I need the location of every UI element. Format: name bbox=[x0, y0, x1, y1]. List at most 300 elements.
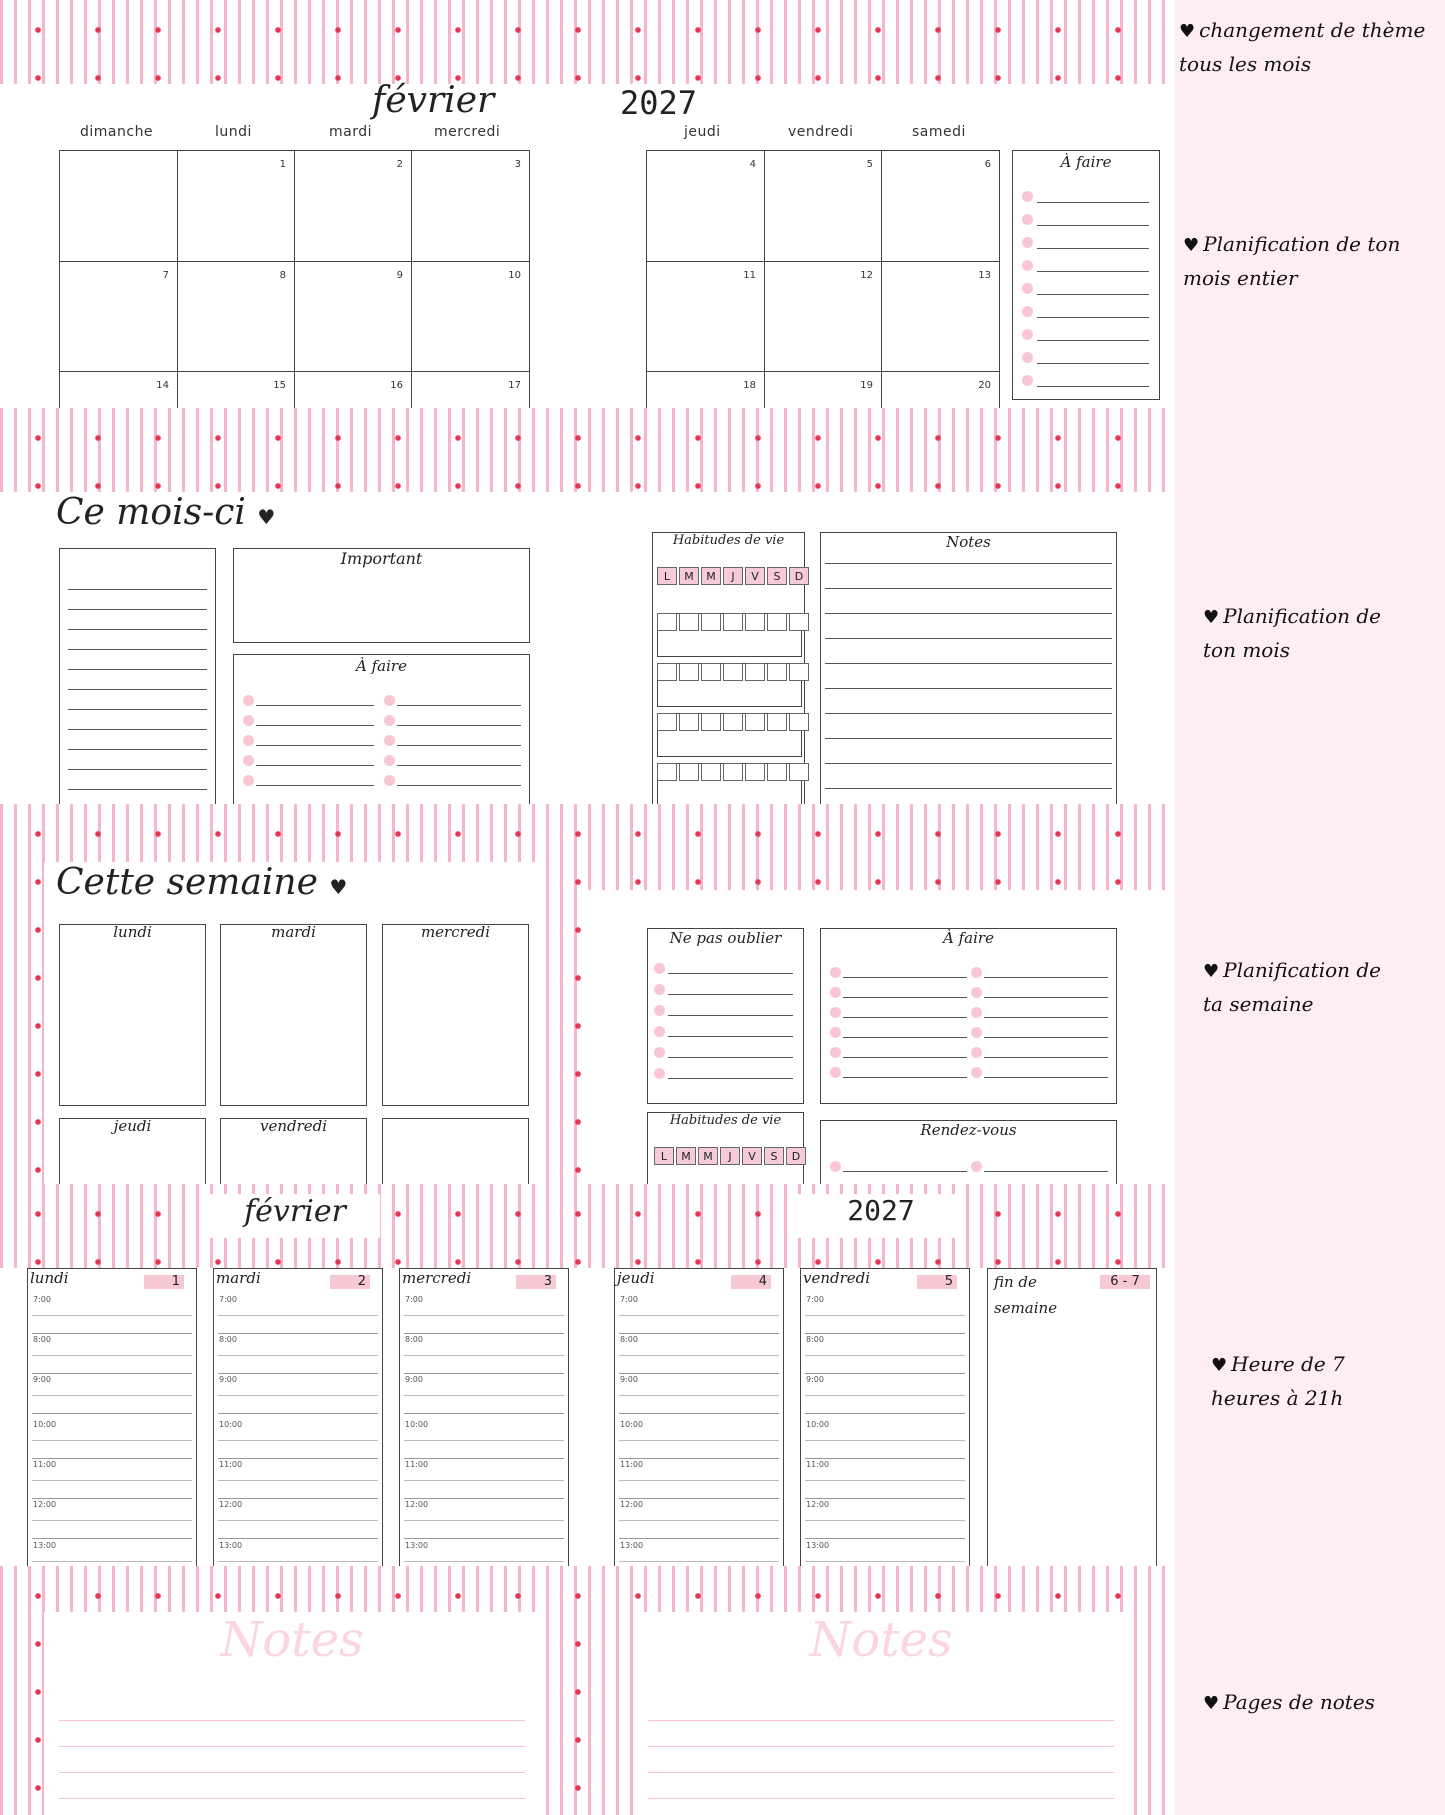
writing-line bbox=[68, 669, 207, 670]
hour-line[interactable] bbox=[805, 1480, 965, 1481]
hour-line[interactable] bbox=[218, 1315, 378, 1316]
hour-line[interactable] bbox=[805, 1520, 965, 1521]
hour-line[interactable] bbox=[404, 1498, 564, 1499]
hour-line[interactable] bbox=[805, 1498, 965, 1499]
hour-line[interactable] bbox=[805, 1413, 965, 1414]
calendar-cell[interactable]: 3 bbox=[411, 151, 530, 262]
hour-label: 7:00 bbox=[620, 1295, 638, 1304]
hour-line[interactable] bbox=[32, 1413, 192, 1414]
hour-line[interactable] bbox=[218, 1373, 378, 1374]
habits-box bbox=[652, 532, 805, 804]
writing-line bbox=[68, 769, 207, 770]
todo-line[interactable] bbox=[1037, 248, 1149, 249]
todo-line[interactable] bbox=[397, 745, 521, 746]
bullet-dot bbox=[1022, 306, 1033, 317]
writing-line bbox=[68, 649, 207, 650]
notes-page-title: Notes bbox=[220, 1612, 364, 1668]
todo-line[interactable] bbox=[843, 1037, 967, 1038]
hour-line[interactable] bbox=[619, 1538, 779, 1539]
bullet-dot bbox=[971, 1067, 982, 1078]
calendar-cell[interactable]: 1 bbox=[177, 151, 295, 262]
writing-line bbox=[68, 789, 207, 790]
writing-line bbox=[68, 589, 207, 590]
bullet-dot bbox=[243, 775, 254, 786]
sidebar bbox=[1175, 0, 1445, 1815]
hour-line[interactable] bbox=[404, 1373, 564, 1374]
hour-label: 13:00 bbox=[620, 1541, 644, 1550]
calendar-grid-left bbox=[59, 150, 530, 409]
bullet-dot bbox=[830, 1067, 841, 1078]
habits-title: Habitudes de vie bbox=[672, 533, 785, 548]
bullet-dot bbox=[971, 1161, 982, 1172]
hour-label: 10:00 bbox=[219, 1420, 243, 1429]
hour-line[interactable] bbox=[619, 1413, 779, 1414]
hour-line[interactable] bbox=[32, 1440, 192, 1441]
todo-line[interactable] bbox=[668, 973, 793, 974]
writing-line bbox=[825, 763, 1112, 764]
hour-line[interactable] bbox=[619, 1498, 779, 1499]
calendar-cell[interactable]: 14 bbox=[60, 371, 178, 411]
writing-line[interactable] bbox=[648, 1746, 1114, 1747]
hour-label: 10:00 bbox=[620, 1420, 644, 1429]
day-number: 5 bbox=[917, 1275, 957, 1289]
calendar-cell[interactable]: 10 bbox=[411, 261, 530, 372]
heart-icon: ♥ bbox=[1203, 961, 1220, 982]
bullet-dot bbox=[243, 695, 254, 706]
weekday-header: lundi bbox=[215, 124, 252, 140]
day-box-tuesday[interactable]: mardi bbox=[220, 924, 367, 1106]
todo-line[interactable] bbox=[1037, 386, 1149, 387]
todo-line[interactable] bbox=[984, 1077, 1108, 1078]
bullet-dot bbox=[1022, 329, 1033, 340]
todo-line[interactable] bbox=[668, 994, 793, 995]
todo-box bbox=[1012, 150, 1160, 400]
calendar-cell[interactable]: 8 bbox=[177, 261, 295, 372]
habits-title: Habitudes de vie bbox=[669, 1113, 782, 1128]
bullet-dot bbox=[830, 1007, 841, 1018]
todo-line[interactable] bbox=[256, 745, 374, 746]
hour-line[interactable] bbox=[218, 1561, 378, 1562]
hour-label: 7:00 bbox=[219, 1295, 237, 1304]
month-title: février bbox=[372, 80, 495, 121]
heart-icon: ♥ bbox=[1211, 1355, 1228, 1376]
writing-line bbox=[825, 688, 1112, 689]
hour-line[interactable] bbox=[404, 1561, 564, 1562]
hour-label: 10:00 bbox=[33, 1420, 57, 1429]
weekday-header: samedi bbox=[912, 124, 966, 140]
stripe-band bbox=[0, 1184, 1175, 1268]
hour-line[interactable] bbox=[619, 1480, 779, 1481]
bullet-dot bbox=[654, 1005, 665, 1016]
todo-line[interactable] bbox=[1037, 202, 1149, 203]
hour-line[interactable] bbox=[218, 1520, 378, 1521]
hour-line[interactable] bbox=[404, 1520, 564, 1521]
todo-line[interactable] bbox=[1037, 271, 1149, 272]
hour-line[interactable] bbox=[32, 1355, 192, 1356]
notes-page-right bbox=[633, 1612, 1129, 1815]
todo-line[interactable] bbox=[256, 725, 374, 726]
todo-line[interactable] bbox=[984, 1037, 1108, 1038]
todo-title: À faire bbox=[1060, 153, 1112, 171]
hour-line[interactable] bbox=[805, 1333, 965, 1334]
todo-box bbox=[233, 654, 530, 804]
weekend-label: fin de semaine bbox=[994, 1273, 1058, 1317]
todo-line[interactable] bbox=[843, 1017, 967, 1018]
habit-tracker[interactable] bbox=[657, 713, 802, 757]
hour-line[interactable] bbox=[218, 1355, 378, 1356]
important-box[interactable] bbox=[233, 548, 530, 643]
bullet-dot bbox=[654, 1068, 665, 1079]
hour-line[interactable] bbox=[404, 1413, 564, 1414]
hour-line[interactable] bbox=[404, 1440, 564, 1441]
todo-line[interactable] bbox=[668, 1078, 793, 1079]
writing-line bbox=[68, 689, 207, 690]
hour-label: 8:00 bbox=[33, 1335, 51, 1344]
bullet-dot bbox=[243, 715, 254, 726]
hour-line[interactable] bbox=[404, 1355, 564, 1356]
calendar-cell[interactable]: 20 bbox=[881, 371, 1000, 411]
heart-icon: ♥ bbox=[1203, 607, 1220, 628]
bullet-dot bbox=[384, 735, 395, 746]
weekday-header: mercredi bbox=[434, 124, 501, 140]
day-box-saturday[interactable] bbox=[382, 1118, 529, 1184]
hour-label: 8:00 bbox=[620, 1335, 638, 1344]
hour-label: 13:00 bbox=[33, 1541, 57, 1550]
note-notes: ♥ Pages de notes bbox=[1203, 1690, 1375, 1714]
hour-line[interactable] bbox=[805, 1355, 965, 1356]
hour-line[interactable] bbox=[404, 1395, 564, 1396]
hour-line[interactable] bbox=[619, 1373, 779, 1374]
todo-line[interactable] bbox=[397, 765, 521, 766]
note-month: ♥ Planification de ton mois bbox=[1203, 604, 1382, 662]
writing-line[interactable] bbox=[59, 1720, 525, 1721]
hour-line[interactable] bbox=[805, 1373, 965, 1374]
day-column-wednesday[interactable]: mercredi 3 7:00 8:00 9:00 10:00 11:00 12:00 13:00 bbox=[399, 1268, 569, 1566]
writing-line[interactable] bbox=[59, 1746, 525, 1747]
week-habits-box bbox=[647, 1112, 804, 1184]
bullet-dot bbox=[384, 715, 395, 726]
habit-cells[interactable] bbox=[657, 763, 811, 781]
day-box-monday[interactable]: lundi bbox=[59, 924, 206, 1106]
important-title: Important bbox=[340, 549, 423, 568]
hour-line[interactable] bbox=[805, 1395, 965, 1396]
bullet-dot bbox=[830, 987, 841, 998]
todo-line[interactable] bbox=[843, 1171, 967, 1172]
habit-cells[interactable] bbox=[657, 663, 811, 681]
heart-icon: ♥ bbox=[257, 505, 276, 529]
bullet-dot bbox=[384, 755, 395, 766]
hour-line[interactable] bbox=[32, 1458, 192, 1459]
hour-line[interactable] bbox=[805, 1458, 965, 1459]
writing-line[interactable] bbox=[648, 1772, 1114, 1773]
calendar-cell[interactable]: 7 bbox=[60, 261, 178, 372]
hour-label: 10:00 bbox=[806, 1420, 830, 1429]
day-column-tuesday[interactable]: mardi 2 7:00 8:00 9:00 10:00 11:00 12:00 13:00 bbox=[213, 1268, 383, 1566]
bullet-dot bbox=[971, 1027, 982, 1038]
bullet-dot bbox=[1022, 283, 1033, 294]
page-title: Ce mois-ci ♥ bbox=[56, 492, 276, 533]
habit-cells[interactable] bbox=[657, 613, 811, 631]
todo-line[interactable] bbox=[668, 1015, 793, 1016]
habit-tracker[interactable] bbox=[657, 663, 802, 707]
hour-line[interactable] bbox=[619, 1458, 779, 1459]
hour-line[interactable] bbox=[218, 1395, 378, 1396]
heart-icon: ♥ bbox=[1179, 21, 1196, 42]
bullet-dot bbox=[243, 735, 254, 746]
day-number: 4 bbox=[731, 1275, 771, 1289]
hour-label: 8:00 bbox=[405, 1335, 423, 1344]
todo-line[interactable] bbox=[843, 977, 967, 978]
hour-label: 9:00 bbox=[219, 1375, 237, 1384]
hour-line[interactable] bbox=[32, 1315, 192, 1316]
notes-box[interactable] bbox=[820, 532, 1117, 804]
writing-line bbox=[825, 588, 1112, 589]
writing-line[interactable] bbox=[59, 1798, 525, 1799]
writing-line[interactable] bbox=[648, 1798, 1114, 1799]
hour-line[interactable] bbox=[32, 1395, 192, 1396]
stripe-band-top bbox=[0, 0, 1175, 84]
bullet-dot bbox=[830, 1047, 841, 1058]
daily-page bbox=[0, 1268, 1175, 1566]
habit-tracker[interactable] bbox=[657, 763, 802, 807]
hour-label: 11:00 bbox=[806, 1460, 830, 1469]
hour-line[interactable] bbox=[218, 1498, 378, 1499]
todo-title: À faire bbox=[356, 657, 407, 675]
todo-line[interactable] bbox=[397, 705, 521, 706]
todo-line[interactable] bbox=[256, 765, 374, 766]
weekday-header: vendredi bbox=[788, 124, 854, 140]
hour-label: 12:00 bbox=[219, 1500, 243, 1509]
hour-line[interactable] bbox=[404, 1333, 564, 1334]
bullet-dot bbox=[1022, 214, 1033, 225]
todo-line[interactable] bbox=[984, 1171, 1108, 1172]
note-week: ♥ Planification de ta semaine bbox=[1203, 958, 1382, 1016]
hour-line[interactable] bbox=[619, 1440, 779, 1441]
hour-line[interactable] bbox=[619, 1315, 779, 1316]
writing-line[interactable] bbox=[648, 1720, 1114, 1721]
day-column-friday[interactable]: vendredi 5 7:00 8:00 9:00 10:00 11:00 12:00 13:00 bbox=[800, 1268, 970, 1566]
bullet-dot bbox=[1022, 237, 1033, 248]
hour-label: 13:00 bbox=[405, 1541, 429, 1550]
weekday-header: dimanche bbox=[80, 124, 154, 140]
hour-line[interactable] bbox=[32, 1480, 192, 1481]
notes-page-left bbox=[44, 1612, 540, 1815]
hour-label: 13:00 bbox=[219, 1541, 243, 1550]
notes-page-title: Notes bbox=[809, 1612, 953, 1668]
calendar-cell[interactable]: 4 bbox=[647, 151, 765, 262]
hour-line[interactable] bbox=[218, 1458, 378, 1459]
hour-label: 8:00 bbox=[219, 1335, 237, 1344]
hour-label: 12:00 bbox=[806, 1500, 830, 1509]
calendar-cell[interactable]: 11 bbox=[647, 261, 765, 372]
todo-line[interactable] bbox=[1037, 294, 1149, 295]
daily-month-label: février bbox=[210, 1194, 380, 1238]
hour-line[interactable] bbox=[218, 1333, 378, 1334]
hour-line[interactable] bbox=[218, 1440, 378, 1441]
hour-line[interactable] bbox=[805, 1538, 965, 1539]
todo-line[interactable] bbox=[984, 977, 1108, 978]
hour-label: 11:00 bbox=[33, 1460, 57, 1469]
appointments-title: Rendez-vous bbox=[920, 1121, 1017, 1139]
hour-line[interactable] bbox=[218, 1413, 378, 1414]
calendar-cell[interactable]: 2 bbox=[294, 151, 412, 262]
stripe-band bbox=[0, 408, 1175, 492]
hour-label: 12:00 bbox=[405, 1500, 429, 1509]
lined-box[interactable] bbox=[59, 548, 216, 804]
month-page bbox=[0, 80, 1175, 408]
todo-line[interactable] bbox=[397, 725, 521, 726]
calendar-cell[interactable]: 9 bbox=[294, 261, 412, 372]
month-overview-page bbox=[0, 492, 1175, 804]
todo-line[interactable] bbox=[843, 1057, 967, 1058]
hour-line[interactable] bbox=[619, 1561, 779, 1562]
bullet-dot bbox=[971, 967, 982, 978]
writing-line bbox=[825, 613, 1112, 614]
hour-line[interactable] bbox=[32, 1538, 192, 1539]
week-page-left bbox=[44, 862, 540, 1184]
day-number: 1 bbox=[144, 1275, 184, 1289]
calendar-cell[interactable]: 15 bbox=[177, 371, 295, 411]
notes-title: Notes bbox=[946, 533, 991, 551]
hour-label: 11:00 bbox=[620, 1460, 644, 1469]
hour-line[interactable] bbox=[805, 1561, 965, 1562]
hour-line[interactable] bbox=[404, 1480, 564, 1481]
todo-line[interactable] bbox=[843, 1077, 967, 1078]
weekday-header: mardi bbox=[329, 124, 373, 140]
calendar-cell[interactable]: 18 bbox=[647, 371, 765, 411]
hour-line[interactable] bbox=[404, 1315, 564, 1316]
bullet-dot bbox=[830, 1161, 841, 1172]
habit-weekday-row: L M M J V S D bbox=[657, 567, 811, 585]
note-theme: ♥ changement de thème tous les mois bbox=[1179, 18, 1426, 76]
hour-line[interactable] bbox=[619, 1395, 779, 1396]
day-number: 6 - 7 bbox=[1100, 1275, 1150, 1289]
writing-line bbox=[825, 788, 1112, 789]
todo-line[interactable] bbox=[256, 785, 374, 786]
hour-label: 9:00 bbox=[405, 1375, 423, 1384]
todo-line[interactable] bbox=[843, 997, 967, 998]
writing-line bbox=[68, 729, 207, 730]
hour-label: 9:00 bbox=[806, 1375, 824, 1384]
todo-line[interactable] bbox=[984, 1017, 1108, 1018]
calendar-cell[interactable]: 12 bbox=[764, 261, 882, 372]
note-month-full: ♥ Planification de ton mois entier bbox=[1183, 232, 1401, 290]
hour-label: 10:00 bbox=[405, 1420, 429, 1429]
calendar-cell[interactable] bbox=[60, 151, 178, 262]
hour-line[interactable] bbox=[619, 1333, 779, 1334]
hour-line[interactable] bbox=[32, 1498, 192, 1499]
day-box-friday[interactable]: vendredi bbox=[220, 1118, 367, 1184]
week-todo-box bbox=[820, 928, 1117, 1104]
hour-line[interactable] bbox=[32, 1561, 192, 1562]
day-number: 3 bbox=[516, 1275, 556, 1289]
hour-line[interactable] bbox=[619, 1520, 779, 1521]
hour-line[interactable] bbox=[218, 1480, 378, 1481]
hour-label: 11:00 bbox=[219, 1460, 243, 1469]
hour-line[interactable] bbox=[32, 1520, 192, 1521]
page-title: Cette semaine ♥ bbox=[56, 862, 348, 903]
hour-line[interactable] bbox=[805, 1440, 965, 1441]
writing-line bbox=[825, 738, 1112, 739]
hour-line[interactable] bbox=[218, 1538, 378, 1539]
writing-line[interactable] bbox=[59, 1772, 525, 1773]
writing-line bbox=[68, 749, 207, 750]
hour-label: 9:00 bbox=[620, 1375, 638, 1384]
writing-line bbox=[825, 713, 1112, 714]
weekend-column[interactable] bbox=[987, 1268, 1157, 1566]
todo-title: À faire bbox=[943, 929, 994, 947]
hour-label: 13:00 bbox=[806, 1541, 830, 1550]
writing-line bbox=[825, 563, 1112, 564]
calendar-cell[interactable]: 19 bbox=[764, 371, 882, 411]
todo-line[interactable] bbox=[1037, 317, 1149, 318]
todo-line[interactable] bbox=[984, 997, 1108, 998]
todo-line[interactable] bbox=[1037, 363, 1149, 364]
hour-line[interactable] bbox=[32, 1333, 192, 1334]
heart-icon: ♥ bbox=[1183, 235, 1200, 256]
bullet-dot bbox=[654, 984, 665, 995]
hour-label: 8:00 bbox=[806, 1335, 824, 1344]
week-page-right bbox=[588, 890, 1175, 1184]
hour-line[interactable] bbox=[404, 1538, 564, 1539]
hour-line[interactable] bbox=[619, 1355, 779, 1356]
bullet-dot bbox=[1022, 375, 1033, 386]
hour-line[interactable] bbox=[32, 1373, 192, 1374]
calendar-cell[interactable]: 6 bbox=[881, 151, 1000, 262]
dont-forget-title: Ne pas oublier bbox=[669, 929, 782, 947]
todo-line[interactable] bbox=[668, 1057, 793, 1058]
writing-line bbox=[825, 663, 1112, 664]
habit-tracker[interactable] bbox=[657, 613, 802, 657]
hour-label: 7:00 bbox=[806, 1295, 824, 1304]
year-title: 2027 bbox=[620, 84, 698, 122]
todo-line[interactable] bbox=[984, 1057, 1108, 1058]
calendar-cell[interactable]: 5 bbox=[764, 151, 882, 262]
day-box-thursday[interactable]: jeudi bbox=[59, 1118, 206, 1184]
hour-label: 9:00 bbox=[33, 1375, 51, 1384]
bullet-dot bbox=[1022, 352, 1033, 363]
bullet-dot bbox=[384, 775, 395, 786]
hour-line[interactable] bbox=[404, 1458, 564, 1459]
todo-line[interactable] bbox=[397, 785, 521, 786]
hour-label: 12:00 bbox=[33, 1500, 57, 1509]
calendar-cell[interactable]: 13 bbox=[881, 261, 1000, 372]
todo-line[interactable] bbox=[1037, 225, 1149, 226]
day-number: 2 bbox=[330, 1275, 370, 1289]
day-column-thursday[interactable]: jeudi 4 7:00 8:00 9:00 10:00 11:00 12:00 13:00 bbox=[614, 1268, 784, 1566]
hour-label: 7:00 bbox=[33, 1295, 51, 1304]
writing-line bbox=[825, 638, 1112, 639]
bullet-dot bbox=[654, 963, 665, 974]
calendar-cell[interactable]: 16 bbox=[294, 371, 412, 411]
habit-cells[interactable] bbox=[657, 713, 811, 731]
bullet-dot bbox=[1022, 260, 1033, 271]
hour-line[interactable] bbox=[805, 1315, 965, 1316]
appointments-box bbox=[820, 1120, 1117, 1184]
bullet-dot bbox=[654, 1047, 665, 1058]
bullet-dot bbox=[384, 695, 395, 706]
writing-line bbox=[68, 709, 207, 710]
todo-line[interactable] bbox=[668, 1036, 793, 1037]
hour-label: 11:00 bbox=[405, 1460, 429, 1469]
bullet-dot bbox=[971, 987, 982, 998]
day-column-monday[interactable]: lundi 1 7:00 8:00 9:00 10:00 11:00 12:00 13:00 bbox=[27, 1268, 197, 1566]
day-box-wednesday[interactable]: mercredi bbox=[382, 924, 529, 1106]
todo-line[interactable] bbox=[256, 705, 374, 706]
todo-line[interactable] bbox=[1037, 340, 1149, 341]
calendar-grid-right bbox=[646, 150, 1000, 409]
calendar-cell[interactable]: 17 bbox=[411, 371, 530, 411]
